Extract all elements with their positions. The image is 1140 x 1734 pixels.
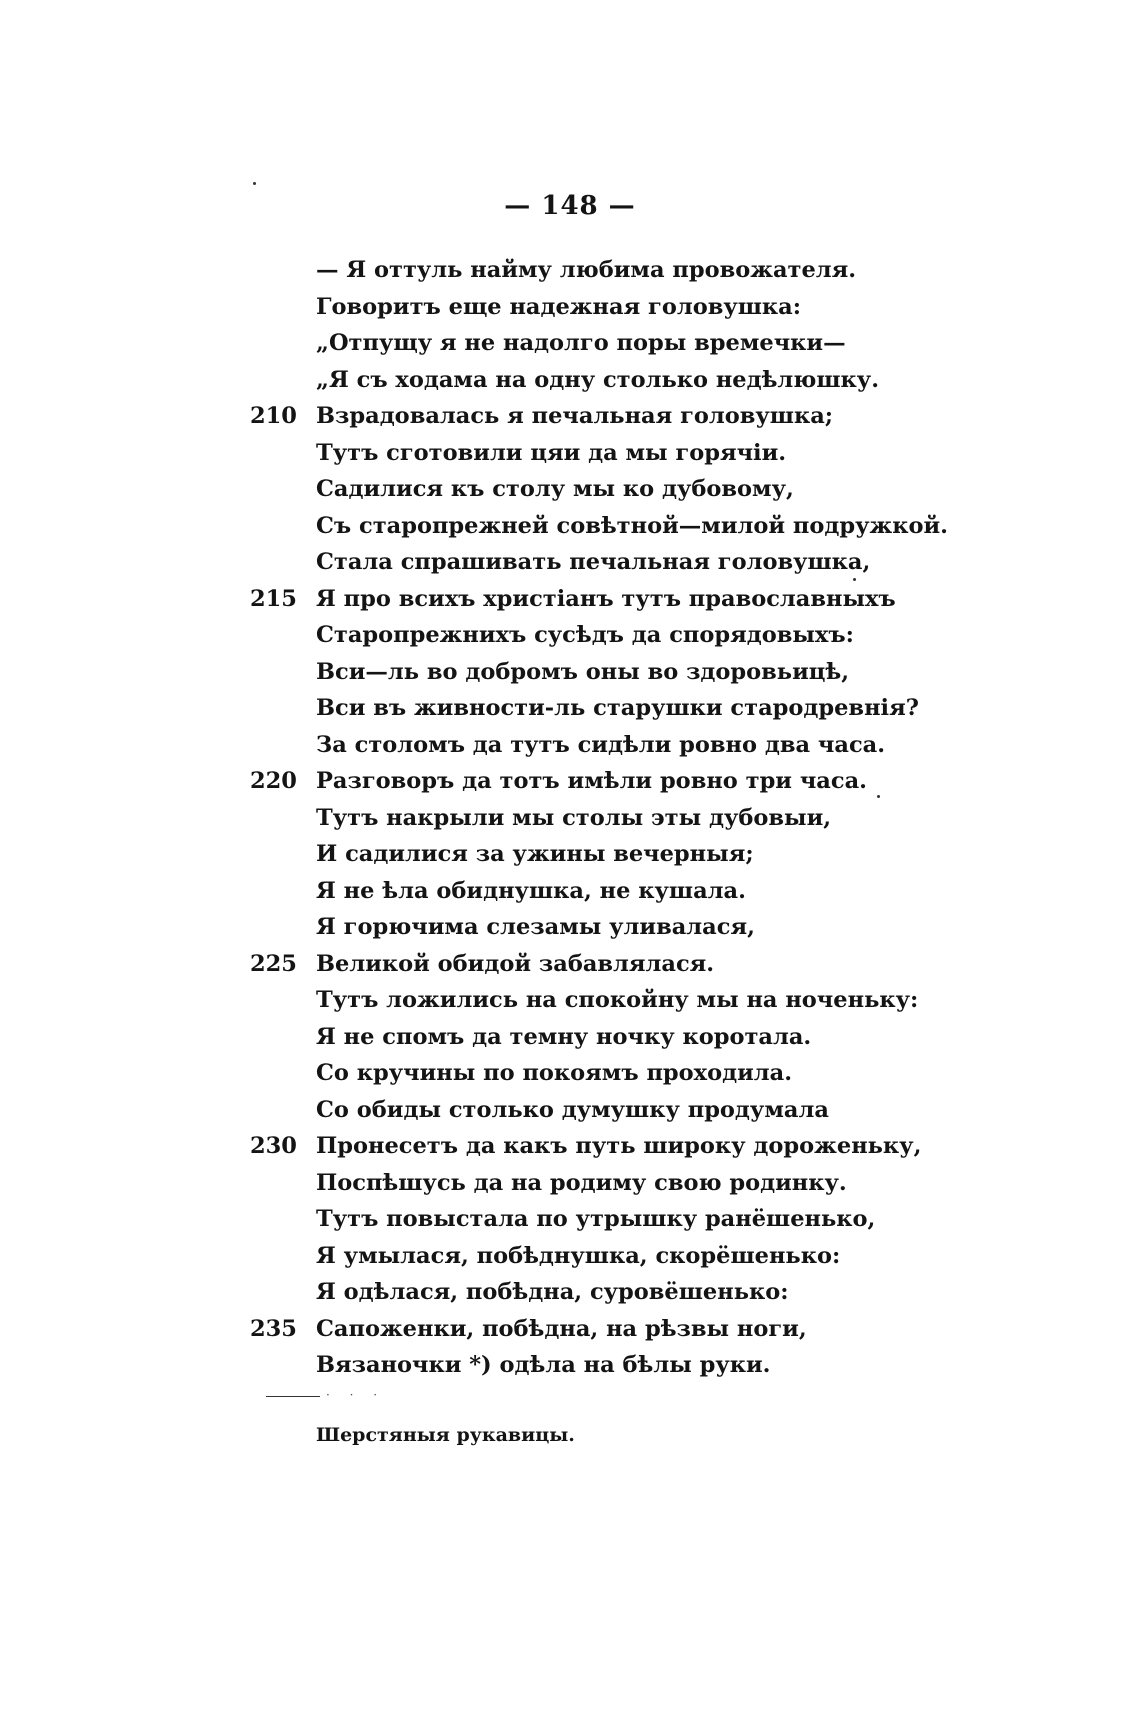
print-speck [853, 578, 856, 581]
verse-line [250, 727, 930, 764]
line-text: За столомъ да тутъ сидѣли ровно два часа. [316, 731, 886, 758]
verse-line [250, 1311, 930, 1348]
verse-line [250, 1201, 930, 1238]
line-text: Я горючима слезамы уливалася, [316, 914, 755, 940]
line-text: Тутъ накрыли мы столы эты дубовыи, [316, 804, 832, 831]
line-text: И садилися за ужины вечерныя; [316, 841, 754, 867]
line-number: 235 [250, 1315, 297, 1342]
verse-line [250, 690, 930, 727]
verse-line [250, 398, 930, 435]
line-text: Я умылася, побѣднушка, скорёшенько: [316, 1242, 841, 1269]
line-text: Съ старопрежней совѣтной—милой подружкой. [316, 512, 948, 539]
footnote-divider-dots: · · · [326, 1388, 386, 1402]
verse-line [250, 1238, 930, 1275]
verse-line [250, 1055, 930, 1092]
line-text: Я одѣлася, побѣдна, суровёшенько: [316, 1279, 789, 1305]
footnote-text: Шерстяныя рукавицы. [316, 1424, 575, 1446]
footnote [316, 1424, 575, 1446]
line-text: Говоритъ еще надежная головушка: [316, 293, 802, 320]
verse-line [250, 544, 930, 581]
line-text: „Я съ ходама на одну столько недѣлюшку. [316, 366, 880, 393]
verse-line [250, 763, 930, 800]
line-text: Старопрежнихъ сусѣдъ да спорядовыхъ: [316, 622, 854, 648]
line-text: Сапоженки, побѣдна, на рѣзвы ноги, [316, 1315, 807, 1342]
line-number: 210 [250, 403, 297, 429]
line-text: „Отпущу я не надолго поры времечки— [316, 330, 846, 356]
line-text: Вси—ль во добромъ оны во здоровьицѣ, [316, 658, 850, 685]
verse-line [250, 982, 930, 1019]
print-speck [877, 795, 880, 798]
line-text: Со кручины по покоямъ проходила. [316, 1060, 793, 1086]
line-text: Тутъ сготовили цяи да мы горячіи. [316, 439, 787, 466]
verse-line [250, 909, 930, 946]
line-text: Вси въ живности-ль старушки стародревнія? [316, 695, 919, 721]
verse-line [250, 1165, 930, 1202]
footnote-divider [266, 1396, 320, 1397]
verse-line [250, 435, 930, 472]
line-text: Тутъ ложились на спокойну мы на ноченьку: [316, 987, 919, 1013]
line-text: — Я оттуль найму любима провожателя. [316, 257, 857, 283]
verse-line [250, 800, 930, 837]
verse-line [250, 289, 930, 326]
line-text: Я не спомъ да темну ночку коротала. [316, 1023, 812, 1050]
line-text: Пронесетъ да какъ путь широку дороженьку, [316, 1133, 922, 1159]
verse-line [250, 654, 930, 691]
line-text: Со обиды столько думушку продумала [316, 1096, 829, 1123]
line-text: Садилися къ столу мы ко дубовому, [316, 476, 794, 502]
print-speck [253, 182, 256, 185]
verse-line [250, 617, 930, 654]
line-number: 215 [250, 585, 297, 612]
verse-line [250, 1274, 930, 1311]
verse-line [250, 1019, 930, 1056]
verse-line [250, 252, 930, 289]
verse-line [250, 471, 930, 508]
line-text: Великой обидой забавлялася. [316, 950, 715, 977]
verse-line [250, 873, 930, 910]
line-number: 220 [250, 768, 297, 794]
verse-line [250, 362, 930, 399]
verse-line [250, 581, 930, 618]
line-text: Тутъ повыстала по утрышку ранёшенько, [316, 1206, 876, 1232]
verse-line [250, 946, 930, 983]
line-text: Взрадовалась я печальная головушка; [316, 403, 834, 429]
line-text: Я про всихъ христіанъ тутъ православныхъ [316, 585, 896, 612]
verse-line [250, 1347, 930, 1384]
line-number: 225 [250, 950, 297, 977]
line-text: Я не ѣла обиднушка, не кушала. [316, 877, 746, 904]
line-text: Вязаночки *) одѣла на бѣлы руки. [316, 1352, 771, 1378]
verse-line [250, 325, 930, 362]
verse-line [250, 1092, 930, 1129]
verse-block [250, 252, 948, 1384]
verse-line [250, 836, 930, 873]
verse-line [250, 1128, 930, 1165]
line-text: Разговоръ да тотъ имѣли ровно три часа. [316, 768, 867, 794]
line-number: 230 [250, 1133, 297, 1159]
verse-line [250, 508, 948, 545]
page-number: — 148 — [504, 191, 636, 221]
line-text: Стала спрашивать печальная головушка, [316, 549, 871, 575]
line-text: Поспѣшусь да на родиму свою родинку. [316, 1169, 847, 1196]
